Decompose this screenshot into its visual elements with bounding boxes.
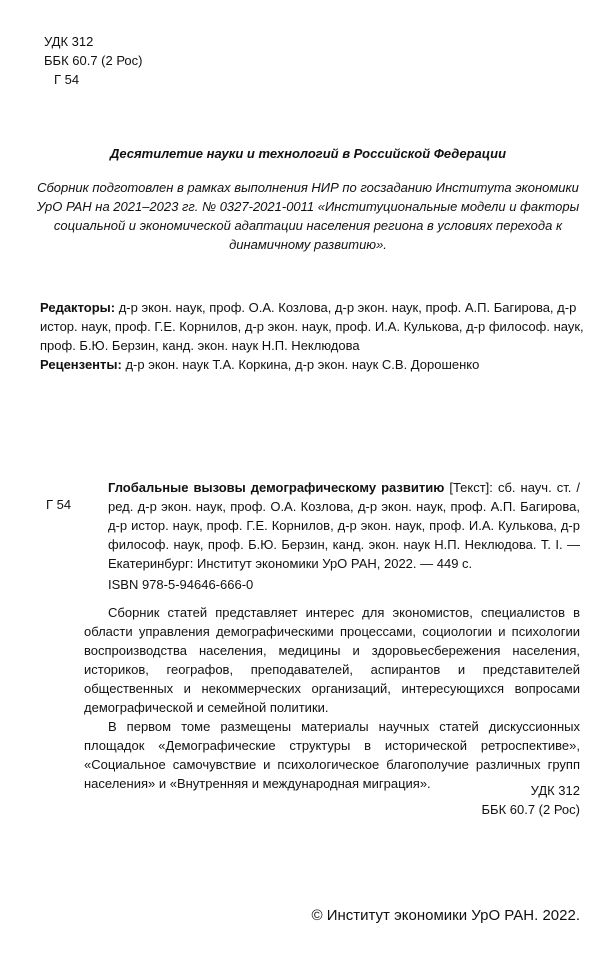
- editors-block: [40, 298, 588, 355]
- editors-text: д-р экон. наук, проф. О.А. Козлова, д-р экон. наук, проф. А.П. Багирова, д-р истор. наук, проф. Г.Е. Корнилов, д-р экон. наук, проф. И.А. Кулькова, д-р философ. наук, проф. Б.Ю. Берзин, канд. экон. наук Н.П. Неклюдова: [40, 300, 584, 353]
- author-mark: Г 54: [54, 72, 80, 87]
- reviewers-block: [40, 355, 588, 374]
- biblio-details: [Текст]: сб. науч. ст. / ред. д-р экон. наук, проф. О.А. Козлова, д-р экон. наук, проф. А.П. Багирова, д-р истор. наук, проф. Г.Е. Корнилов, д-р экон. наук, проф. И.А. Кулькова, д-р философ. наук, проф. Б.Ю. Берзин, канд. экон. наук Н.П. Неклюдова. Т. I. — Екатеринбург: Институт экономики УрО РАН, 2022. — 449 с.: [108, 480, 580, 571]
- bibliographic-record: [84, 478, 580, 573]
- isbn: ISBN 978-5-94646-666-0: [108, 577, 254, 592]
- annotation: [84, 603, 580, 793]
- annotation-paragraph-1: Сборник статей представляет интерес для экономистов, специалистов в области управления демографическими процессами, социологии и психологии воспроизводства населения, медицины и здоровьесбережения населения, историков, географов, преподавателей, аспирантов и представителей общественных и некоммерческих организаций, интересующихся вопросами демографической и семейной политики.: [84, 605, 580, 715]
- copyright: © Институт экономики УрО РАН. 2022.: [311, 907, 580, 924]
- prepared-note: Сборник подготовлен в рамках выполнения НИР по госзаданию Института экономики УрО РАН на 2021–2023 гг. № 0327-2021-0011 «Институциональные модели и факторы социальной и экономической адаптации населения региона в условиях перехода к динамичному развитию».: [36, 180, 580, 252]
- classification-codes: [44, 32, 143, 89]
- bbk-code: ББК 60.7 (2 Рос): [44, 53, 143, 68]
- bbk-code-bottom: ББК 60.7 (2 Рос): [481, 802, 580, 817]
- annotation-paragraph-2: В первом томе размещены материалы научных статей дискуссионных площадок «Демографические структуры в исторической ретроспективе», «Социальное самочувствие и психологическое благополучие различных групп населения» и «Внутренняя и международная миграция».: [84, 719, 580, 791]
- classification-codes-bottom: [482, 781, 581, 819]
- reviewers-label: Рецензенты:: [40, 357, 122, 372]
- decade-line: Десятилетие науки и технологий в Российской Федерации: [109, 146, 507, 161]
- udk-code-bottom: УДК 312: [530, 783, 580, 798]
- udk-code: УДК 312: [44, 34, 94, 49]
- book-title: Глобальные вызовы демографическому развитию: [108, 480, 445, 495]
- biblio-index: Г 54: [46, 497, 72, 512]
- editors-label: Редакторы:: [40, 300, 116, 315]
- reviewers-text: д-р экон. наук Т.А. Коркина, д-р экон. наук С.В. Дорошенко: [125, 357, 480, 372]
